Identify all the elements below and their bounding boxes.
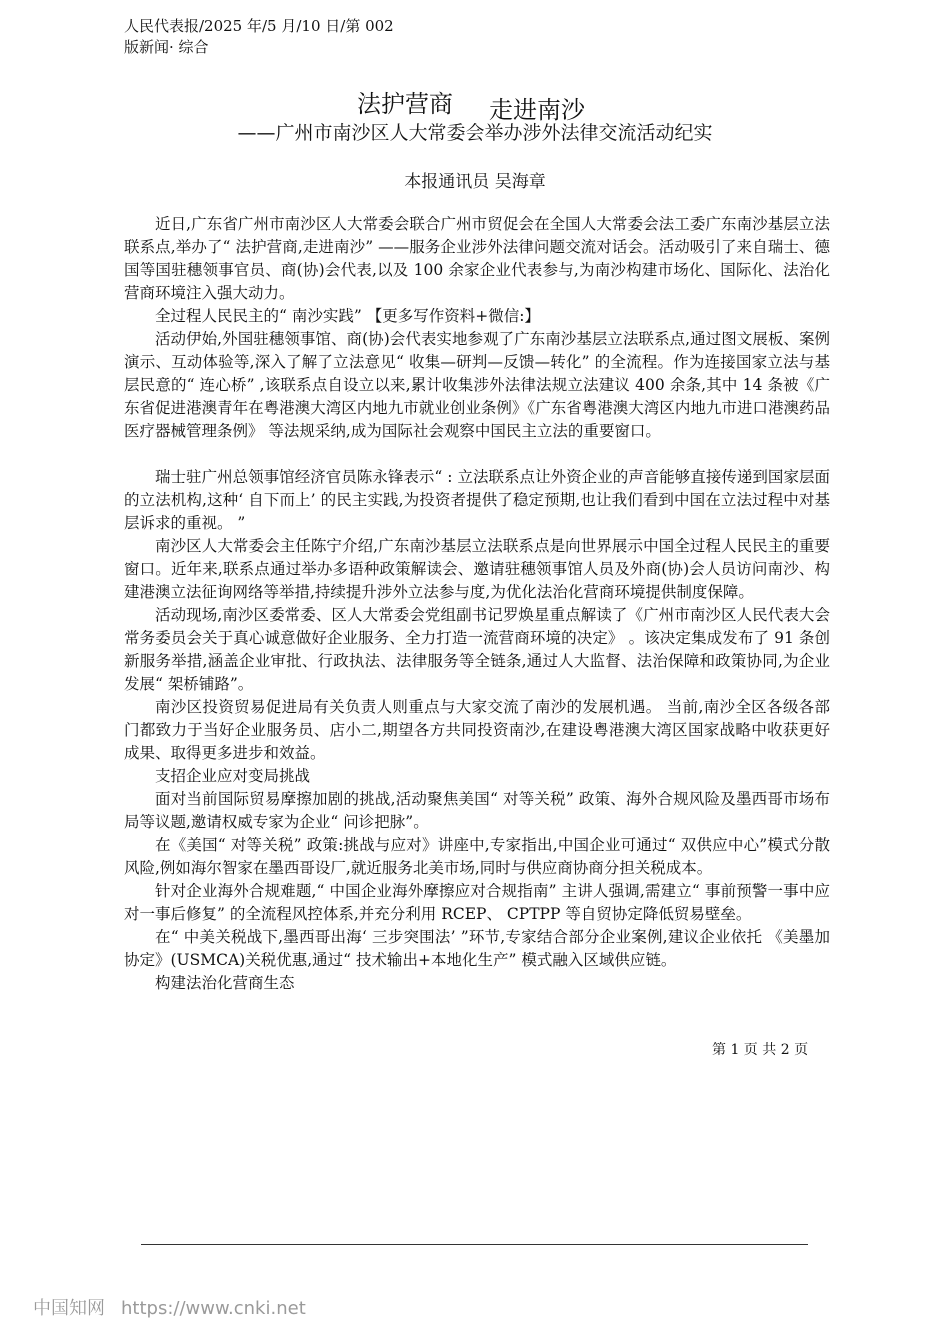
source-line: 人民代表报/2025 年/5 月/10 日/第 002: [124, 17, 394, 35]
paragraph: 南沙区人大常委会主任陈宁介绍,广东南沙基层立法联系点是向世界展示中国全过程人民民主的重要窗口。近年来,联系点通过举办多语种政策解读会、邀请驻穗领事馆人员及外商(协)会人员访问南沙、构建港澳立法征询网络等举措,持续提升涉外立法参与度,为优化法治化营商环境提供制度保障。: [124, 537, 830, 601]
byline: 本报通讯员 吴海章: [404, 172, 546, 192]
title-part-2: 走进南沙: [489, 96, 585, 124]
paragraph: 针对企业海外合规难题,“ 中国企业海外摩擦应对合规指南” 主讲人强调,需建立“ 事前预警一事中应对一事后修复” 的全流程风控体系,并充分利用 RCEP、 CPTPP 等自贸协定降低贸易壁垒。: [124, 882, 830, 923]
paragraph: 瑞士驻广州总领事馆经济官员陈永锋表示“ : 立法联系点让外资企业的声音能够直接传递到国家层面的立法机构,这种‘ 自下而上’ 的民主实践,为投资者提供了稳定预期,也让我们看到中国在立法过程中对基层诉求的重视。 ”: [124, 468, 830, 532]
paragraph: 在“ 中美关税战下,墨西哥出海‘ 三步突围法’ ”环节,专家结合部分企业案例,建议企业依托 《美墨加协定》(USMCA)关税优惠,通过“ 技术输出+本地化生产” 模式融入区域供应链。: [124, 928, 830, 969]
cnki-brand: 中国知网: [33, 1298, 105, 1319]
article-body: [124, 213, 830, 995]
paragraph: 在《美国“ 对等关税” 政策:挑战与应对》讲座中,专家指出,中国企业可通过“ 双供应中心”模式分散风险,例如海尔智家在墨西哥设厂,就近服务北美市场,同时与供应商协商分担关税成本。: [124, 836, 830, 877]
paragraph: 近日,广东省广州市南沙区人大常委会联合广州市贸促会在全国人大常委会法工委广东南沙基层立法联系点,举办了“ 法护营商,走进南沙” ——服务企业涉外法律问题交流对话会。活动吸引了来自瑞士、德国等国驻穗领事官员、商(协)会代表,以及 100 余家企业代表参与,为南沙构建市场化、国际化、法治化营商环境注入强大动力。: [124, 215, 830, 302]
section-line: 版新闻· 综合: [124, 38, 209, 56]
watermark-footer: [33, 1294, 322, 1320]
footer-divider: [141, 1244, 808, 1245]
paragraph: 南沙区投资贸易促进局有关负责人则重点与大家交流了南沙的发展机遇。 当前,南沙全区各级各部门都致力于当好企业服务员、店小二,期望各方共同投资南沙,在建设粤港澳大湾区国家战略中收获更好成果、取得更多进步和效益。: [124, 698, 830, 762]
publication-meta: [124, 16, 394, 58]
article-subtitle: ——广州市南沙区人大常委会举办涉外法律交流活动纪实: [237, 122, 713, 144]
paragraph: 活动现场,南沙区委常委、区人大常委会党组副书记罗焕星重点解读了《广州市南沙区人民代表大会常务委员会关于真心诚意做好企业服务、全力打造一流营商环境的决定》 。该决定集成发布了 91 条创新服务举措,涵盖企业审批、行政执法、法律服务等全链条,通过人大监督、法治保障和政策协同,为企业发展“ 架桥铺路”。: [124, 606, 830, 693]
article-title: [0, 80, 950, 124]
paragraph: 活动伊始,外国驻穗领事馆、商(协)会代表实地参观了广东南沙基层立法联系点,通过图文展板、案例演示、互动体验等,深入了解了立法意见“ 收集—研判—反馈—转化” 的全流程。作为连接国家立法与基层民意的“ 连心桥” ,该联系点自设立以来,累计收集涉外法律法规立法建议 400 余条,其中 14 条被《广东省促进港澳青年在粤港澳大湾区内地九市就业创业条例》《广东省粤港澳大湾区内地九市进口港澳药品医疗器械管理条例》 等法规采纳,成为国际社会观察中国民主立法的重要窗口。: [124, 330, 830, 440]
paragraph: 面对当前国际贸易摩擦加剧的挑战,活动聚焦美国“ 对等关税” 政策、海外合规风险及墨西哥市场布局等议题,邀请权威专家为企业“ 问诊把脉”。: [124, 790, 830, 831]
page-number: 第 1 页 共 2 页: [712, 1042, 809, 1058]
section-heading: 全过程人民民主的“ 南沙实践” 【更多写作资料+微信:】: [155, 307, 540, 325]
title-part-1: 法护营商: [357, 90, 453, 118]
section-heading: 构建法治化营商生态: [155, 974, 295, 992]
section-heading: 支招企业应对变局挑战: [155, 767, 311, 785]
cnki-url: https://www.cnki.net: [121, 1298, 306, 1319]
